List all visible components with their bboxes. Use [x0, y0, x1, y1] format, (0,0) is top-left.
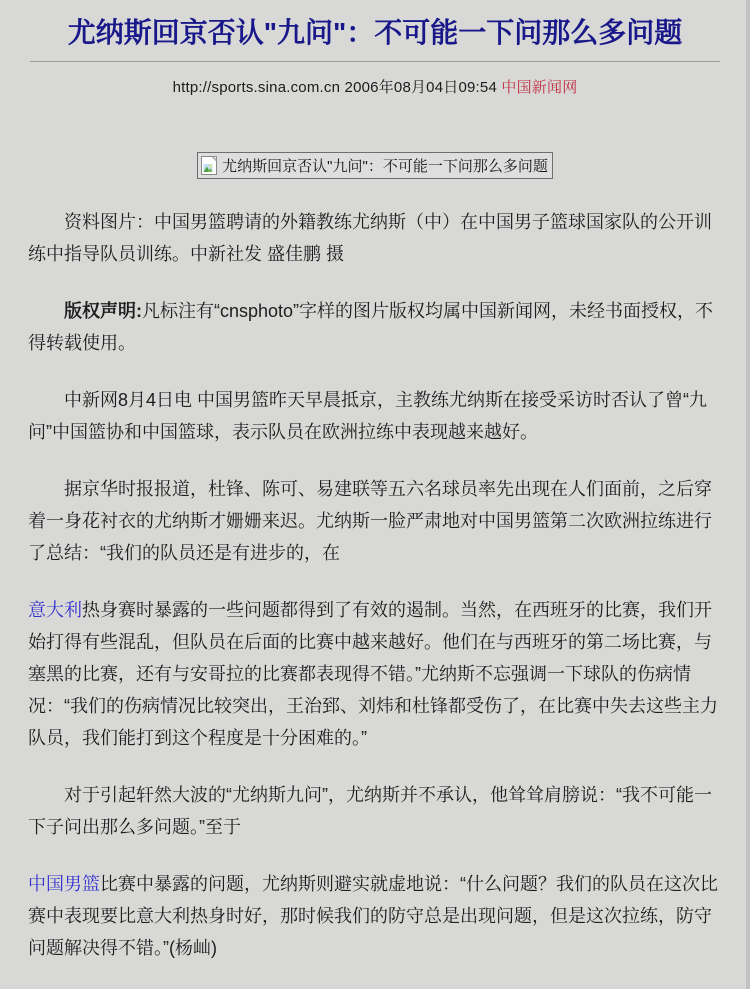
copyright-text: 凡标注有“cnsphoto”字样的图片版权均属中国新闻网，未经书面授权，不得转载使用。	[28, 301, 714, 353]
publish-datetime: 2006年08月04日09:54	[344, 79, 498, 96]
source-link[interactable]: 中国新闻网	[501, 79, 578, 96]
dateline	[0, 76, 750, 97]
body-paragraph-2	[28, 594, 722, 754]
body-paragraph-1: 据京华时报报道，杜锋、陈可、易建联等五六名球员率先出现在人们面前，之后穿着一身花衬衣的尤纳斯才姗姗来迟。尤纳斯一脸严肃地对中国男篮第二次欧洲拉练进行了总结：“我们的队员还是有进步的，在	[28, 479, 712, 563]
image-alt-text: 尤纳斯回京否认"九问"：不可能一下问那么多问题	[222, 158, 548, 175]
source-url: http://sports.sina.com.cn	[172, 79, 341, 96]
body-paragraph-4-text: 比赛中暴露的问题，尤纳斯则避实就虚地说：“什么问题？我们的队员在这次比赛中表现要比意大利热身时好，那时候我们的防守总是出现问题，但是这次拉练，防守问题解决得不错。”(杨屾)	[28, 874, 718, 958]
article-body	[28, 206, 722, 964]
broken-image-icon	[200, 155, 220, 176]
copyright-label: 版权声明:	[64, 301, 142, 321]
body-paragraph-4	[28, 868, 722, 964]
article-image-wrap	[0, 152, 750, 179]
china-mens-basketball-link[interactable]: 中国男篮	[28, 874, 100, 894]
copyright-paragraph	[28, 295, 722, 359]
body-paragraph-3: 对于引起轩然大波的“尤纳斯九问”，尤纳斯并不承认，他耸耸肩膀说：“我不可能一下子问出那么多问题。”至于	[28, 785, 712, 837]
broken-image-placeholder[interactable]	[197, 152, 553, 179]
title-divider	[30, 61, 720, 62]
body-paragraph-2-text: 热身赛时暴露的一些问题都得到了有效的遏制。当然，在西班牙的比赛，我们开始打得有些混乱，但队员在后面的比赛中越来越好。他们在与西班牙的第二场比赛，与塞黑的比赛，还有与安哥拉的比赛都表现得不错。”尤纳斯不忘强调一下球队的伤病情况：“我们的伤病情况比较突出，王治郅、刘炜和杜锋都受伤了，在比赛中失去这些主力队员，我们能打到这个程度是十分困难的。”	[28, 600, 718, 748]
caption-paragraph: 资料图片：中国男篮聘请的外籍教练尤纳斯（中）在中国男子篮球国家队的公开训练中指导队员训练。中新社发 盛佳鹏 摄	[28, 212, 712, 264]
lead-paragraph: 中新网8月4日电 中国男篮昨天早晨抵京，主教练尤纳斯在接受采访时否认了曾“九问”中国篮协和中国篮球，表示队员在欧洲拉练中表现越来越好。	[28, 390, 708, 442]
page-title: 尤纳斯回京否认"九问"：不可能一下问那么多问题	[67, 17, 683, 48]
italy-link[interactable]: 意大利	[28, 600, 82, 620]
